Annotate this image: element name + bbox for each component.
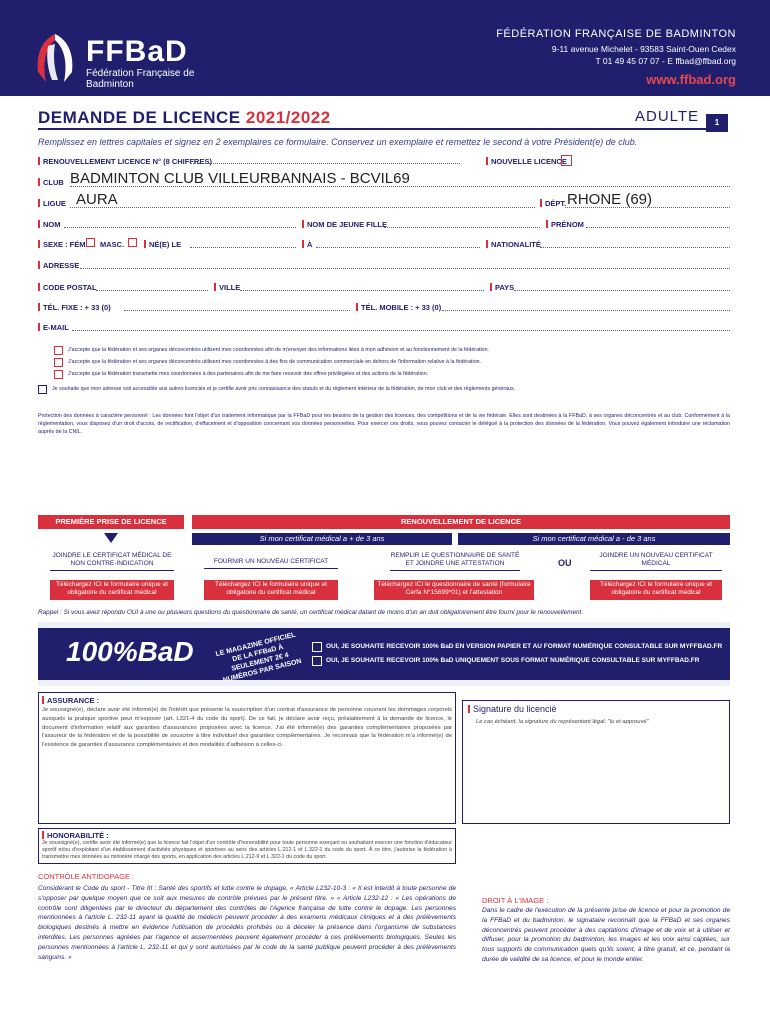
magazine-digital-option: OUI, JE SOUHAITE RECEVOIR 100% BaD UNIQUEMENT SOUS FORMAT NUMÉRIQUE CONSULTABLE SUR MYFFBAD.FR bbox=[326, 657, 700, 664]
email-field[interactable] bbox=[72, 330, 730, 331]
title-year: 2021/2022 bbox=[245, 108, 331, 127]
nom-label: NOM bbox=[38, 220, 61, 229]
club-line bbox=[70, 186, 730, 187]
title-main: DEMANDE DE LICENCE bbox=[38, 108, 241, 127]
title-underline bbox=[38, 128, 726, 130]
arrow-down-icon bbox=[104, 533, 118, 543]
consent-1-text: J'accepte que la fédération et ses organes déconcentrés utilisent mes coordonnées afin de m'envoyer des informations liées à mon adhésion et au fonctionnement de la fédération. bbox=[68, 347, 490, 353]
cert-less3-header: Si mon certificat médical a - de 3 ans bbox=[458, 533, 730, 545]
signature-title: Signature du licencié bbox=[468, 704, 557, 714]
droit-image-title: DROIT À L'IMAGE : bbox=[482, 896, 549, 905]
ffbad-logo-icon bbox=[32, 32, 78, 84]
postal-field[interactable] bbox=[96, 290, 208, 291]
renewal-number-field[interactable] bbox=[190, 163, 460, 164]
renewal-label: RENOUVELLEMENT LICENCE N° (8 CHIFFRES) bbox=[38, 157, 212, 166]
ligue-value[interactable]: AURA bbox=[76, 191, 118, 208]
club-label: CLUB bbox=[38, 178, 64, 187]
adresse-field[interactable] bbox=[80, 268, 730, 269]
prenom-label: PRÉNOM bbox=[546, 220, 584, 229]
rules-text: Je souhaite que mon adresse soit accessible aux autres licenciés et je certifie avoir pris connaissance des statuts et du règlement intérieur de la fédération, de mon club et des règlements généraux. bbox=[52, 386, 516, 392]
download-cert-1-button[interactable]: Téléchargez ICI le formulaire unique et obligatoire du certificat médical bbox=[50, 580, 174, 600]
consent-1-checkbox[interactable] bbox=[54, 346, 63, 355]
nationalite-field[interactable] bbox=[540, 247, 730, 248]
assurance-text: Je soussigné(e), déclare avoir été informé(e) de l'intérêt que présente la souscription d'un contrat d'assurance de personne couvrant les dommages corporels auxquels la pratique sportive peut m'exposer (art. L321-4 du code du sport). De ce fait, je déclare avoir reçu, préalablement à la demande de licence, le document d'information relatif aux garanties d'assurances proposées avec la licence. J'ai été informé(e) des garanties complémentaires proposées par l'assureur de la fédération et de la possibilité de souscrire à titre individuel des garanties complémentaires. Je reconnais que la fédération m'a informé(e) de l'existence de garanties d'assurance complémentaires et des modalités d'adhésion à celles-ci. bbox=[42, 707, 452, 749]
rappel-text: Rappel : Si vous avez répondu OUI à une ou plusieurs questions du questionnaire de santé, un certificat médical datant de moins d'un an doit obligatoirement être fourni pour le renouvellement. bbox=[38, 609, 584, 616]
magazine-digital-checkbox[interactable] bbox=[312, 656, 322, 666]
magazine-paper-option: OUI, JE SOUHAITE RECEVOIR 100% BaD EN VERSION PAPIER ET AU FORMAT NUMÉRIQUE CONSULTABLE SUR MYFFBAD.FR bbox=[326, 643, 723, 650]
signature-hint: Le cas échéant, la signature du représentant légal, "lu et approuvé" bbox=[476, 719, 649, 725]
nom-jf-label: NOM DE JEUNE FILLE bbox=[302, 220, 387, 229]
masc-label: MASC. bbox=[100, 240, 125, 249]
join-new-cert-cell: JOINDRE UN NOUVEAU CERTIFICAT MÉDICAL bbox=[590, 552, 722, 571]
magazine-promo: LE MAGAZINE OFFICIEL DE LA FFBaD À SEULEMENT 2€ 4 NUMÉROS PAR SAISON bbox=[215, 631, 303, 685]
org-contact: T 01 49 45 07 07 - E ffbad@ffbad.org bbox=[595, 56, 736, 66]
ligue-line bbox=[70, 207, 535, 208]
consent-3-text: J'accepte que la fédération transmette mes coordonnées à des partenaires afin de me faire recevoir des offres privilégiées et des actions de la fédération. bbox=[68, 371, 429, 377]
nom-jf-field[interactable] bbox=[384, 227, 540, 228]
magazine-paper-checkbox[interactable] bbox=[312, 642, 322, 652]
dept-line bbox=[565, 207, 730, 208]
privacy-text: Protection des données à caractère personnel : Les données font l'objet d'un traitement informatique par la FFBaD pour les besoins de la gestion des licences, des compétitions et de la vie fédérale. Elles sont destinées à la FFBaD, à ses organes déconcentrés et au club. Conformément à la réglementation, vous disposez d'un droit d'accès, de rectification, d'effacement et d'opposition concernant vos données personnelles. Pour exercer ces droits, vous pouvez contacter le délégué à la protection des données de la fédération. Vous pouvez également introduire une réclamation auprès de la CNIL. bbox=[38, 413, 730, 435]
birthdate-field[interactable] bbox=[190, 247, 296, 248]
logo-text: FFBaD bbox=[86, 35, 188, 68]
antidopage-title: CONTRÔLE ANTIDOPAGE : bbox=[38, 872, 135, 881]
download-questionnaire-button[interactable]: Téléchargez ICI le questionnaire de santé (formulaire Cerfa N°15699*01) et l'attestation bbox=[374, 580, 534, 600]
dept-value[interactable]: RHONE (69) bbox=[567, 191, 653, 208]
first-licence-header: PREMIÈRE PRISE DE LICENCE bbox=[38, 515, 184, 529]
category-label: ADULTE bbox=[635, 108, 700, 125]
fem-checkbox[interactable] bbox=[86, 238, 95, 247]
assurance-title: ASSURANCE : bbox=[42, 696, 99, 705]
masc-checkbox[interactable] bbox=[128, 238, 137, 247]
tel-mobile-label: TÉL. MOBILE : + 33 (0) bbox=[356, 303, 441, 312]
org-address: 9-11 avenue Michelet - 93583 Saint-Ouen Cedex bbox=[551, 44, 736, 54]
consent-3-checkbox[interactable] bbox=[54, 370, 63, 379]
postal-label: CODE POSTAL bbox=[38, 283, 97, 292]
download-cert-2-button[interactable]: Téléchargez ICI le formulaire unique et obligatoire du certificat médical bbox=[204, 580, 338, 600]
rules-checkbox[interactable] bbox=[38, 385, 47, 394]
sexe-label: SEXE : FÉM. bbox=[38, 240, 88, 249]
questionnaire-cell: REMPLIR LE QUESTIONNAIRE DE SANTÉ ET JOINDRE UNE ATTESTATION bbox=[390, 552, 520, 571]
logo-subtitle: Fédération Française de Badminton bbox=[86, 68, 195, 90]
new-cert-cell: FOURNIR UN NOUVEAU CERTIFICAT bbox=[204, 558, 338, 569]
magazine-brand: 100%BaD bbox=[66, 636, 194, 667]
ville-label: VILLE bbox=[214, 283, 240, 292]
cert-more3-header: Si mon certificat médical a + de 3 ans bbox=[192, 533, 452, 545]
new-licence-label: NOUVELLE LICENCE bbox=[486, 157, 567, 166]
page-title bbox=[38, 108, 331, 128]
tel-fixe-field[interactable] bbox=[124, 310, 350, 311]
email-label: E-MAIL bbox=[38, 323, 69, 332]
antidopage-text: Considérant le Code du sport - Titre III : Santé des sportifs et lutte contre le dopage, « Article L232-10-3 : « Il est interdit à toute personne de s'opposer par quelque moyen que ce soit aux mesures de contrôle prévues par le présent titre. » « Article L232-12 : « Les opérations de contrôle sont diligentées par le directeur du département des contrôles de l'Agence française de lutte contre le dopage. Les personnes mentionnées à l'article L. 232-11 ayant la qualité de médecin peuvent procéder à des examens médicaux cliniques et à des prélèvements biologiques destinés à mettre en évidence l'utilisation de procédés prohibés ou à déceler la présence dans l'organisme de substances interdites. Les personnes agréées par l'agence et assermentées peuvent également procéder à ces prélèvements biologiques. Seules les personnes mentionnées à l'article L. 232-11 et qui y sont autorisées par le code de la santé publique peuvent procéder à des prélèvements sanguins. » bbox=[38, 885, 456, 961]
ligue-label: LIGUE bbox=[38, 199, 66, 208]
nationalite-label: NATIONALITÉ bbox=[486, 240, 541, 249]
club-value[interactable]: BADMINTON CLUB VILLEURBANNAIS - BCVIL69 bbox=[70, 170, 410, 187]
adresse-label: ADRESSE bbox=[38, 261, 79, 270]
ville-field[interactable] bbox=[240, 290, 484, 291]
intro-text: Remplissez en lettres capitales et signez en 2 exemplaires ce formulaire. Conservez un exemplaire et remettez le second à votre Président(e) de club. bbox=[38, 137, 638, 147]
prenom-field[interactable] bbox=[586, 227, 730, 228]
honorabilite-text: Je soussigné(e), certifie avoir été informé(e) que la licence fait l'objet d'un contrôle d'honorabilité pour toute personne exerçant ou souhaitant exercer une fonction d'éducateur sportif et/ou d'exploitant d'un établissement d'activités physiques et sportives au sens des articles L.212-1 et L.322-1 du code du sport. À ce titre, j'autorise la fédération à transmettre mes données au ministère chargé des sports, en application des articles L.212-9 et L.322-1 du code du sport. bbox=[42, 840, 452, 860]
birthplace-label: À bbox=[302, 240, 312, 249]
honorabilite-title: HONORABILITÉ : bbox=[42, 831, 109, 840]
join-cert-cell: JOINDRE LE CERTIFICAT MÉDICAL DE NON CONTRE-INDICATION bbox=[50, 552, 174, 571]
tel-fixe-label: TÉL. FIXE : + 33 (0) bbox=[38, 303, 111, 312]
or-label: OU bbox=[558, 558, 572, 568]
page-number: 1 bbox=[706, 114, 728, 132]
birthdate-label: NÉ(E) LE bbox=[144, 240, 181, 249]
tel-mobile-field[interactable] bbox=[442, 310, 730, 311]
download-cert-4-button[interactable]: Téléchargez ICI le formulaire unique et obligatoire du certificat médical bbox=[590, 580, 722, 600]
org-name: FÉDÉRATION FRANÇAISE DE BADMINTON bbox=[496, 28, 736, 40]
pays-label: PAYS bbox=[490, 283, 514, 292]
renewal-header: RENOUVELLEMENT DE LICENCE bbox=[192, 515, 730, 529]
birthplace-field[interactable] bbox=[316, 247, 480, 248]
website-link[interactable]: www.ffbad.org bbox=[646, 72, 736, 87]
pays-field[interactable] bbox=[514, 290, 730, 291]
new-licence-checkbox[interactable] bbox=[561, 155, 572, 166]
droit-image-text: Dans le cadre de l'exécution de la présente prise de licence et pour la promotion de la FFBaD et du badminton, le signataire reconnaît que la FFBaD et ses organes déconcentrés peuvent procéder à des captations d'image et de voix et à utiliser et diffuser, pour la promotion du badminton, les images et les voix ainsi captées, sur tous supports de communication quels qu'ils soient, à titre gratuit, et ce, pendant la durée de validité de sa licence, et pour le monde entier. bbox=[482, 907, 730, 963]
dept-label: DÉPT. bbox=[540, 199, 566, 208]
consent-2-text: J'accepte que la fédération et ses organes déconcentrés utilisent mes coordonnées à des fins de communication commerciale en dehors de l'information relative à la fédération. bbox=[68, 359, 482, 365]
consent-2-checkbox[interactable] bbox=[54, 358, 63, 367]
nom-field[interactable] bbox=[64, 227, 296, 228]
